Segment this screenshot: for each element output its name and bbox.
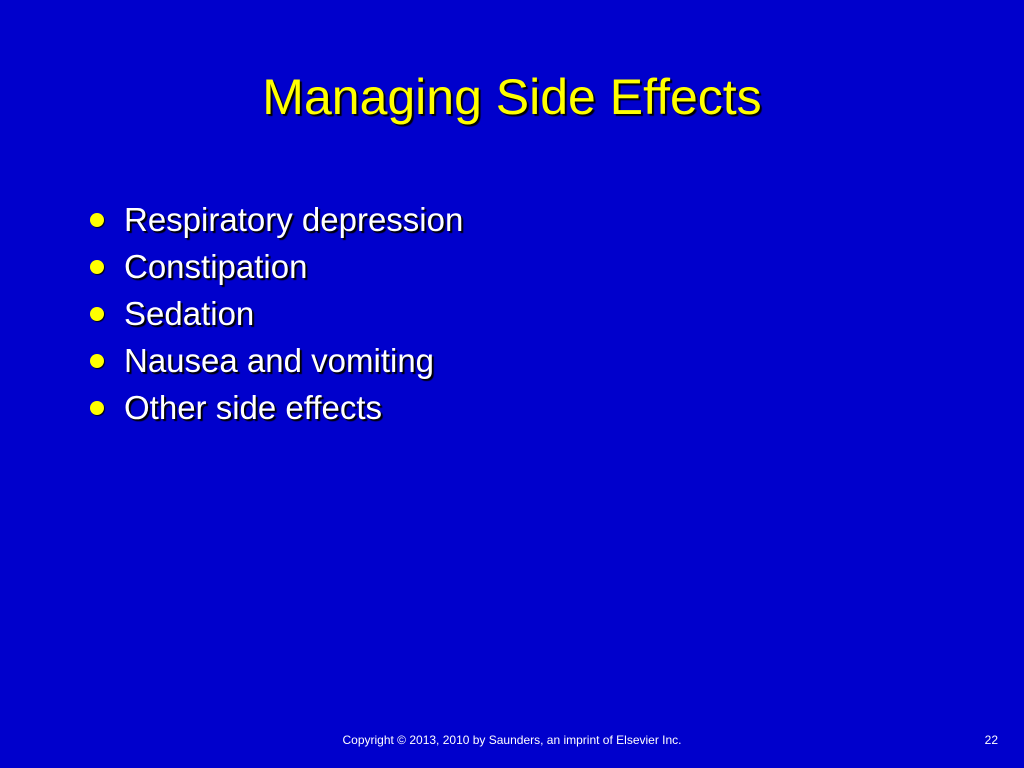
page-number: 22: [984, 733, 998, 747]
list-item: [86, 384, 463, 431]
copyright-notice: Copyright © 2013, 2010 by Saunders, an imprint of Elsevier Inc.: [342, 733, 682, 747]
bullet-dot-icon: [90, 307, 104, 321]
slide-footer: [0, 730, 1024, 750]
bullet-text: Nausea and vomiting: [124, 341, 435, 379]
bullet-text: Respiratory depression: [124, 200, 464, 238]
list-item: [86, 243, 463, 290]
bullet-dot-icon: [90, 260, 104, 274]
list-item: [86, 196, 463, 243]
bullet-list: [86, 196, 463, 431]
bullet-dot-icon: [90, 401, 104, 415]
list-item: [86, 337, 463, 384]
bullet-text: Sedation: [124, 294, 255, 332]
bullet-dot-icon: [90, 354, 104, 368]
slide-title: Managing Side Effects: [262, 69, 762, 125]
bullet-text: Other side effects: [124, 388, 383, 426]
bullet-text: Constipation: [124, 247, 308, 285]
bullet-dot-icon: [90, 213, 104, 227]
list-item: [86, 290, 463, 337]
